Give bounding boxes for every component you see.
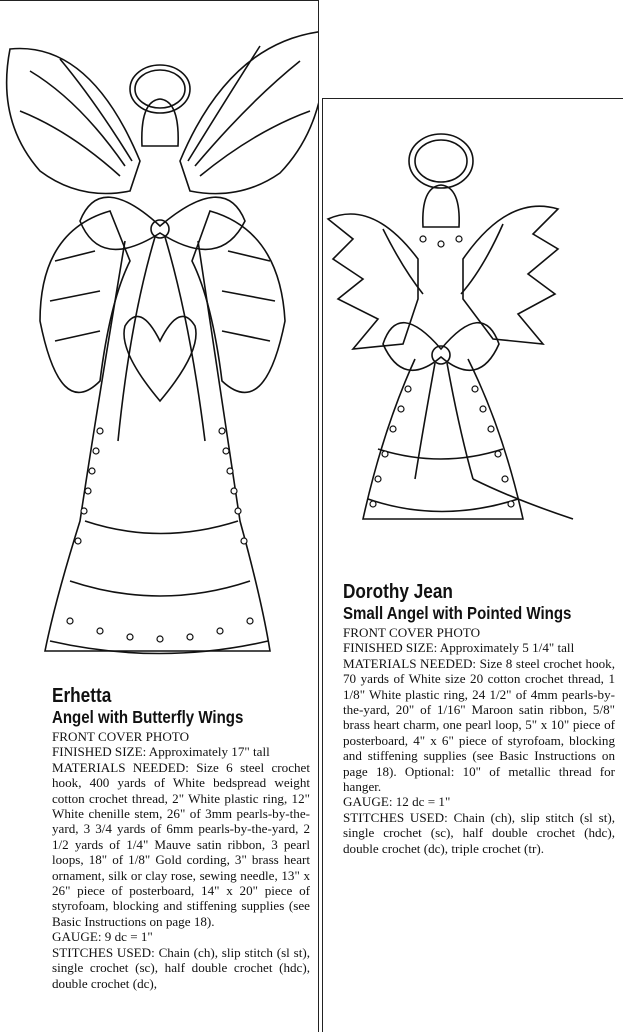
pointed-wing-angel-illustration [323, 99, 623, 579]
right-materials-label: MATERIALS NEEDED: [343, 655, 477, 671]
right-stitches: Chain (ch), slip stitch (sl st), single crochet (sc), half double crochet (hdc), double crochet (dc), triple crochet (tr). [343, 809, 615, 856]
left-photo-note: FRONT COVER PHOTO [52, 729, 190, 744]
left-finished-size: Approximately 17" tall [148, 744, 270, 760]
left-stitches: Chain (ch), slip stitch (sl st), single crochet (sc), half double crochet (hdc), double crochet (dc), [52, 944, 310, 991]
right-finished-size: Approximately 5 1/4" tall [439, 640, 575, 656]
butterfly-angel-illustration [0, 1, 318, 681]
left-stitches-label: STITCHES USED: [52, 944, 155, 960]
right-gauge: 12 dc = 1" [395, 794, 451, 810]
right-pattern-subtitle: Small Angel with Pointed Wings [343, 603, 572, 623]
right-pattern-name: Dorothy Jean [343, 581, 453, 603]
right-materials: Size 8 steel crochet hook, 70 yards of White size 20 cotton crochet thread, 1 1/8" White plastic ring, 24 1/2" of 4mm pearls-by-the-yard, 20" of 1/16" Maroon satin ribbon, 5/8" brass heart charm, one pearl loop, 5" x 10" piece of posterboard, 4" x 6" piece of styrofoam, blocking and stiffening supplies (see Basic Instructions on page 18). Optional: 10" of metallic thread for hanger. [343, 655, 615, 795]
left-finished-size-label: FINISHED SIZE: [52, 744, 147, 760]
right-stitches-label: STITCHES USED: [343, 809, 448, 825]
right-pattern-panel [322, 98, 623, 1032]
left-pattern-text [52, 729, 310, 991]
right-gauge-label: GAUGE: [343, 794, 393, 810]
left-gauge-label: GAUGE: [52, 929, 102, 945]
left-materials: Size 6 steel crochet hook, 400 yards of White bedspread weight cotton crochet thread, 2" White plastic ring, 12" White chenille stem, 26" of 3mm pearls-by-the-yard, 3 3/4 yards of 6mm pearls-by-the-yard, 2 1/2 yards of 1/4" Mauve satin ribbon, 3 pearl loops, 18" of 1/8" Gold cording, 3" brass heart ornament, silk or clay rose, sewing needle, 13" x 26" piece of posterboard, 14" x 20" piece of styrofoam, blocking and stiffening supplies (see Basic Instructions on page 18). [52, 759, 311, 929]
left-pattern-subtitle: Angel with Butterfly Wings [52, 707, 244, 727]
right-photo-note: FRONT COVER PHOTO [343, 625, 481, 640]
left-materials-label: MATERIALS NEEDED: [52, 759, 189, 775]
right-pattern-text [343, 625, 615, 856]
left-gauge: 9 dc = 1" [104, 929, 153, 945]
right-finished-size-label: FINISHED SIZE: [343, 640, 438, 656]
left-pattern-name: Erhetta [52, 685, 112, 707]
